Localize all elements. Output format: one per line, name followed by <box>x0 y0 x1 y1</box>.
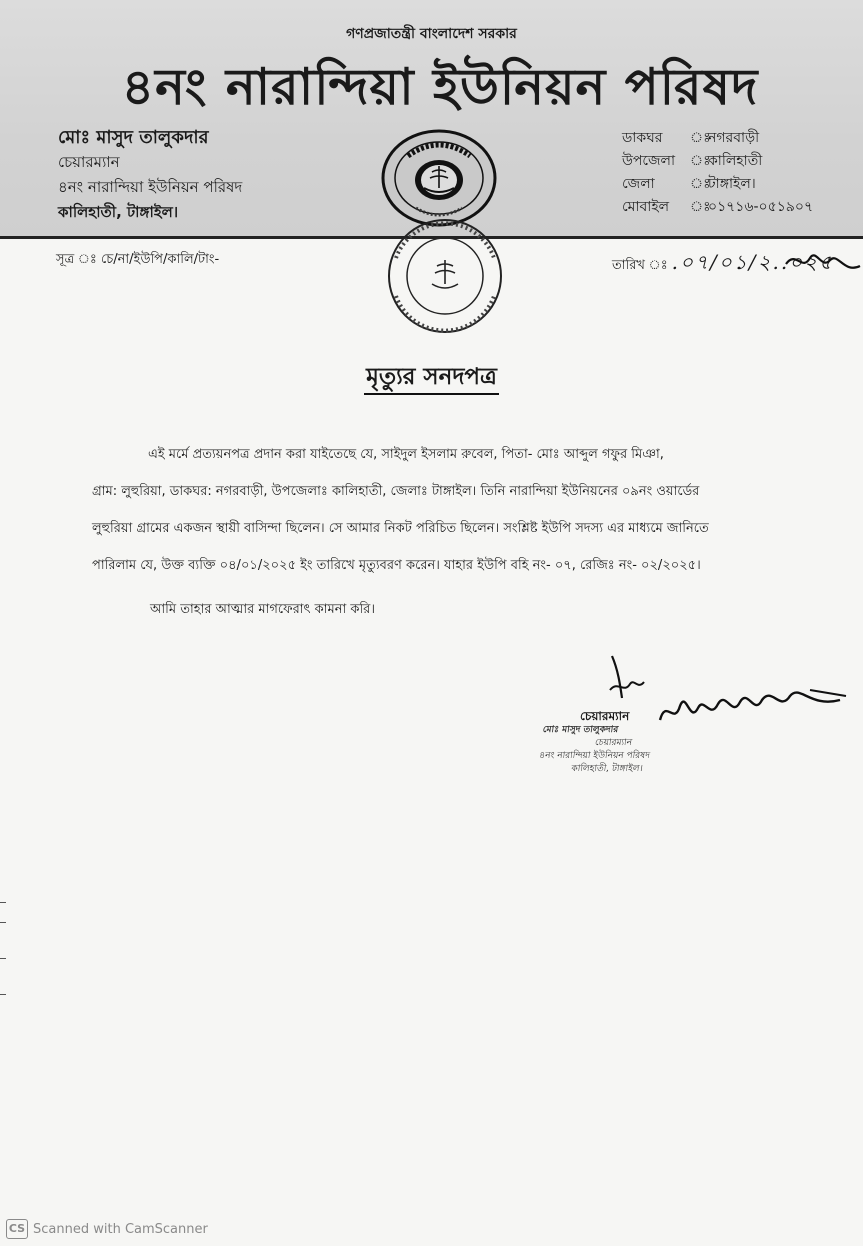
contact-value: নগরবাড়ী <box>708 130 760 146</box>
scanner-text: Scanned with CamScanner <box>33 1221 208 1237</box>
stamp-address: কালিহাতী, টাঙ্গাইল। <box>570 764 644 774</box>
union-seal-icon <box>380 128 498 228</box>
date-value: .০৭/০১/২..০২৫ <box>671 250 835 274</box>
contact-key: জেলা <box>622 176 655 192</box>
chairman-block <box>58 125 242 225</box>
body-line: গ্রাম: লুহুরিয়া, ডাকঘর: নগরবাড়ী, উপজেলাঃ কালিহাতী, জেলাঃ টাঙ্গাইল। তিনি নারান্দিয়া ইউনিয়নের ০৯নং ওয়ার্ডের <box>92 484 700 499</box>
date-label: তারিখ ঃ <box>612 258 668 273</box>
camscanner-logo-icon: CS <box>6 1219 28 1239</box>
chairman-address: কালিহাতী, টাঙ্গাইল। <box>58 203 179 221</box>
contact-key: মোবাইল <box>622 199 670 215</box>
round-stamp-icon <box>382 218 508 334</box>
date-scribble-icon <box>784 244 863 278</box>
certificate-title-text: মৃত্যুর সনদপত্র <box>364 364 499 395</box>
chairman-union: ৪নং নারান্দিয়া ইউনিয়ন পরিষদ <box>58 178 243 196</box>
contact-value: কালিহাতী <box>708 153 763 169</box>
body-line: লুহুরিয়া গ্রামের একজন স্থায়ী বাসিন্দা ছিলেন। সে আমার নিকট পরিচিত ছিলেন। সংশ্লিষ্ট ইউপি সদস্য এর মাধ্যমে জানিতে <box>92 521 709 536</box>
stamp-title: চেয়ারম্যান <box>594 738 633 748</box>
chairman-name: মোঃ মাসুদ তালুকদার <box>58 127 209 148</box>
body-line: এই মর্মে প্রত্যয়নপত্র প্রদান করা যাইতেছে যে, সাইদুল ইসলাম রুবেল, পিতা- মোঃ আব্দুল গফুর মিঞা, <box>148 447 664 462</box>
government-line: গণপ্রজাতন্ত্রী বাংলাদেশ সরকার <box>346 26 517 42</box>
contact-key: উপজেলা <box>622 153 676 169</box>
union-title: ৪নং নারান্দিয়া ইউনিয়ন পরিষদ <box>121 58 759 116</box>
contact-row <box>622 127 813 150</box>
signature-block <box>540 650 860 790</box>
chairman-stamp <box>536 724 654 776</box>
closing-line: আমি তাহার আত্মার মাগফেরাৎ কামনা করি। <box>150 602 375 617</box>
contact-separator: ঃ <box>690 199 711 215</box>
memo-reference: সূত্র ঃ চে/না/ইউপি/কালি/টাং- <box>56 252 220 267</box>
certificate-body <box>92 436 792 584</box>
contact-value: টাঙ্গাইল। <box>708 176 756 192</box>
contact-value: ০১৭১৬-০৫১৯০৭ <box>708 199 814 215</box>
contact-row <box>622 150 813 173</box>
body-line: পারিলাম যে, উক্ত ব্যক্তি ০৪/০১/২০২৫ ইং তারিখে মৃত্যুবরণ করেন। যাহার ইউপি বহি নং- ০৭, রেজিঃ নং- ০২/২০২৫। <box>92 558 701 573</box>
stamp-union: ৪নং নারান্দিয়া ইউনিয়ন পরিষদ <box>538 751 651 761</box>
scanner-watermark <box>6 1219 208 1239</box>
contact-block <box>622 127 813 219</box>
certificate-title <box>0 358 863 397</box>
contact-separator: ঃ <box>690 153 711 169</box>
signature-label: চেয়ারম্যান <box>580 709 630 723</box>
contact-separator: ঃ <box>690 176 711 192</box>
contact-row <box>622 173 813 196</box>
chairman-title: চেয়ারম্যান <box>58 153 120 171</box>
contact-separator: ঃ <box>690 130 711 146</box>
stamp-name: মোঃ মাসুদ তালুকদার <box>542 725 619 735</box>
contact-key: ডাকঘর <box>622 130 663 146</box>
contact-row <box>622 196 813 219</box>
